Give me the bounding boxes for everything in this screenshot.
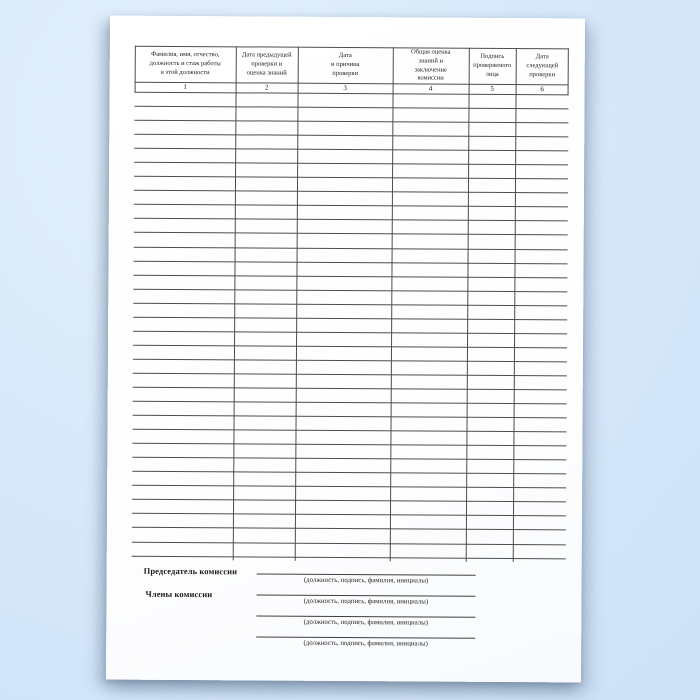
column-number: 1 <box>183 83 187 92</box>
signature-row <box>256 606 475 628</box>
column-header-name: Фамилия, имя, отчество, должность и стаж работы в этой должности <box>149 50 221 77</box>
column-number: 4 <box>428 84 433 93</box>
column-number: 3 <box>343 83 347 93</box>
column-header-prev-check: Дата предыдущей проверки и оценка знаний <box>241 51 292 77</box>
signature-row <box>257 564 476 586</box>
chairman-label: Председатель комиссии <box>143 565 238 577</box>
column-header-overall-grade: Общая оценка знаний и заключение комиссии <box>411 47 451 83</box>
signature-row <box>256 585 475 607</box>
signature-line <box>256 606 475 617</box>
signature-caption: (должность, подпись, фамилия, инициалы) <box>303 639 428 648</box>
column-header-next-check: Дата следующей проверки <box>526 53 559 79</box>
signature-caption: (должность, подпись, фамилия, инициалы) <box>303 597 429 606</box>
signature-line <box>257 564 476 575</box>
column-number: 2 <box>264 83 269 92</box>
signature-caption: (должность, подпись, фамилия, инициалы) <box>303 576 429 585</box>
signature-line <box>256 585 475 596</box>
signature-caption: (должность, подпись, фамилия, инициалы) <box>303 618 428 627</box>
signature-lines <box>256 564 476 649</box>
column-header-signature: Подпись проверяемого лица <box>473 52 512 78</box>
signature-block <box>106 16 585 683</box>
document-page <box>106 16 585 683</box>
signature-line <box>256 627 475 638</box>
signature-row <box>256 627 475 649</box>
column-number: 5 <box>490 84 494 93</box>
column-header-date-reason: Дата и причина проверки <box>330 52 360 78</box>
members-label: Члены комиссии <box>145 588 213 600</box>
column-number: 6 <box>540 85 544 94</box>
